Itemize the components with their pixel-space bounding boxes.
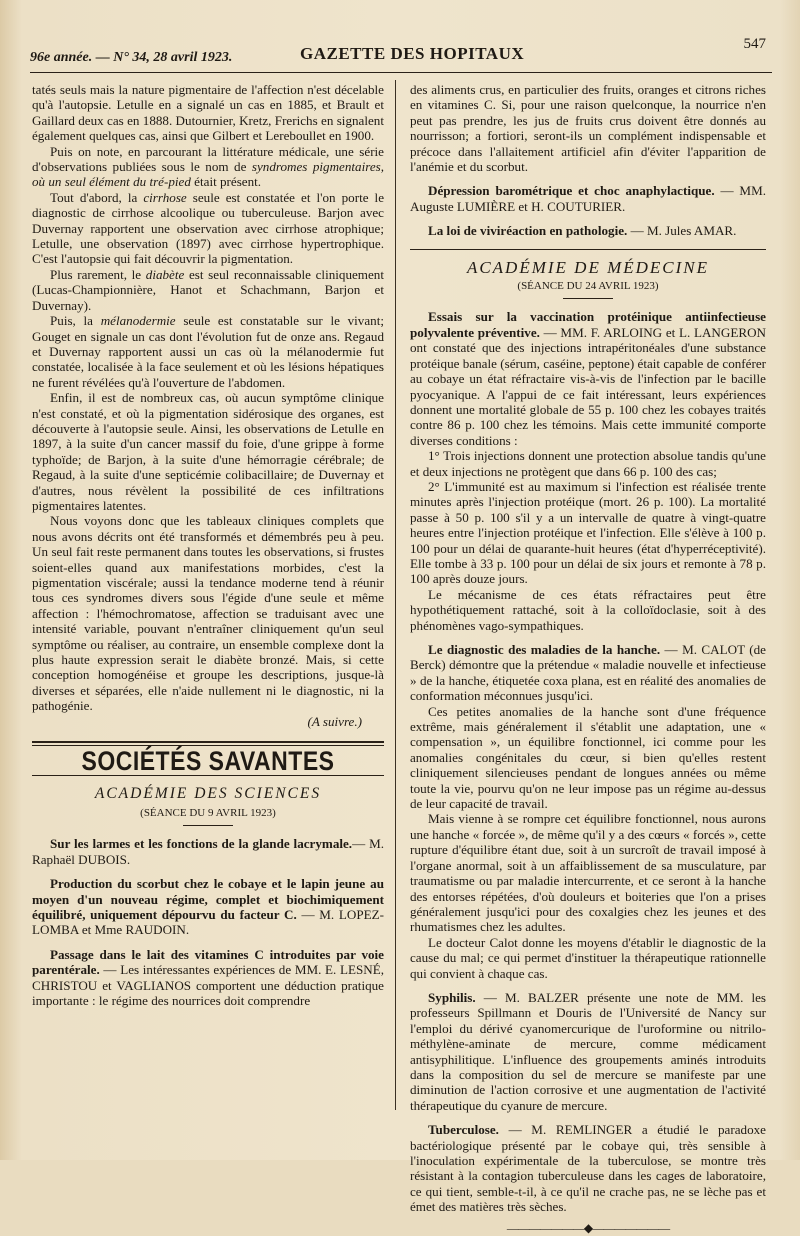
report-item: Passage dans le lait des vitamines C introduites par voie parentérale. — Les intéressantes expériences de MM. E. LESNÉ, CHRISTOU et VAGLIANOS comportent une déduction pratique importante : le régime des nourrices doit comprendre xyxy=(32,946,384,1008)
report-item: Dépression barométrique et choc anaphylactique. — MM. Auguste LUMIÈRE et H. COUTURIER. xyxy=(410,183,766,214)
end-ornament: ———————◆——————— xyxy=(506,1220,670,1235)
section-title: SOCIÉTÉS SAVANTES xyxy=(81,746,335,776)
short-rule xyxy=(183,825,233,826)
report-item: La loi de viviréaction en pathologie. — M. Jules AMAR. xyxy=(428,223,737,239)
report-item: Production du scorbut chez le cobaye et le lapin jeune au moyen d'un nouveau régime, complet et biochimiquement équilibré, uniquement dépourvu du facteur C. — M. LOPEZ-LOMBA et Mme RAUDOIN. xyxy=(32,876,384,938)
paragraph: Puis, la mélanodermie seule est constatable sur le vivant; Gouget en signale un cas dont l'évolution fut de onze ans. Regaud et Duvernay rapportent aussi un cas où la mélanodermie fut constatée, localisée à la face seulement et où les lésions hépatiques ne furent révélées qu'à l'ouverture de l'abdomen. xyxy=(32,313,384,390)
report-item: Syphilis. — M. BALZER présente une note de MM. les professeurs Spillmann et Douris de l'Université de Nancy sur l'emploi du dérivé cyanomercurique de l'uroformine ou nitrilo-méthylène-aminate de mercure, comme médicament antisyphilitique. L'influence des groupements aminés introduits dans la composition du sel de mercure se manifeste par une diminution de l'action corrosive et une augmentation de l'activité thérapeutique du cyanure de mercure. xyxy=(410,989,766,1113)
report-item: Le diagnostic des maladies de la hanche. — M. CALOT (de Berck) démontre que la prétendue « maladie nouvelle et infectieuse » de la hanche, étiquetée coxa plana, est en réalité des anomalies de conformation méconnues jusqu'ici. xyxy=(410,642,766,704)
session-date: (SÉANCE DU 24 AVRIL 1923) xyxy=(517,280,659,293)
report-item: Sur les larmes et les fonctions de la glande lacrymale.— M. Raphaël DUBOIS. xyxy=(32,836,384,867)
paragraph: 1° Trois injections donnent une protection absolue tandis qu'une et deux injections ne protègent que dans 66 p. 100 des cas; xyxy=(410,448,766,479)
section-rule xyxy=(410,249,766,250)
page-header xyxy=(30,36,772,73)
continued-note: (A suivre.) xyxy=(307,713,362,729)
paragraph: des aliments crus, en particulier des fruits, oranges et citrons riches en vitamines C. Si, pour une raison quelconque, la nourrice n'en peut pas prendre, les jus de fruits crus doivent être donnés au nourrisson; a fortiori, seront-ils un complément indispensable et précoce dans l'allaitement artificiel afin d'éviter l'apparition de l'anémie et du scorbut. xyxy=(410,82,766,175)
short-rule xyxy=(563,298,613,299)
right-column xyxy=(410,82,766,1236)
academy-title: ACADÉMIE DE MÉDECINE xyxy=(466,257,710,277)
paragraph: Plus rarement, le diabète est seul reconnaissable cliniquement (Lucas-Championnière, Hanot et Schachmann, Barjon et Duvernay). xyxy=(32,266,384,313)
session-date: (SÉANCE DU 9 AVRIL 1923) xyxy=(140,806,276,819)
report-item: Essais sur la vaccination protéinique antiinfectieuse polyvalente préventive. — MM. F. ARLOING et L. LANGERON ont constaté que des injections intrapéritonéales d'une substance protéique banale (sérum, caséine, peptone) était capable de conférer au cobaye un état réfractaire vis-à-vis de l'infection par le bacille pyocyanique. A l'appui de ce fait intéressant, leurs expériences donnent une mortalité globale de 55 p. 100 chez les cobayes traités contre 86 p. 100 chez les témoins. Mais cette immunité comporte diverses conditions : xyxy=(410,309,766,448)
paragraph: Mais vienne à se rompre cet équilibre fonctionnel, nous aurons une hanche « forcée », de même qu'il y a des cœurs « forcés », cette rupture d'équilibre étant due, soit à un surcroît de travail imposé à l'organe anormal, soit à un affaiblissement de sa musculature, par traumatisme ou par maladie intercurrente, et ce seront à la hanche des entorses répétées, d'où douleurs et boiteries que l'on a prises généralement jusqu'ici pour des coxalgies chez les jeunes et des rhumatismes chez les adultes. xyxy=(410,811,766,935)
report-item: Tuberculose. — M. REMLINGER a étudié le paradoxe bactériologique présenté par le cobaye qui, très sensible à l'inoculation expérimentale de la tuberculose, se montre très résistant à la contagion tuberculeuse dans les cages de laboratoire, ce qui tient, semble-t-il, à ce qu'il ne crache pas, ne se lèche pas et émet des matières très sèches. xyxy=(410,1122,766,1215)
column-divider xyxy=(395,80,396,1110)
paragraph: Le mécanisme de ces états réfractaires peut être hypothétiquement rattaché, soit à la colloïdoclasie, soit à des phénomènes vago-sympathiques. xyxy=(410,586,766,633)
paragraph: tatés seuls mais la nature pigmentaire de l'affection n'est décelable qu'à l'autopsie. Letulle en a signalé un cas en 1885, et Brault et Gaillard deux cas en 1888. Dutournier, Kretz, Frerichs en signalent également quelques cas, ainsi que Gilbert et Lereboullet en 1900. xyxy=(32,82,384,144)
page-number: 547 xyxy=(743,36,766,52)
paragraph: Puis on note, en parcourant la littérature médicale, une série d'observations publiées sous le nom de syndromes pigmentaires, où un seul élément du tré-pied était présent. xyxy=(32,143,384,190)
paragraph: Le docteur Calot donne les moyens d'établir le diagnostic de la cause du mal; ce qui permet d'instituer la thérapeutique rationnelle qui convient à chaque cas. xyxy=(410,934,766,981)
paragraph: Nous voyons donc que les tableaux cliniques complets que nous avons décrits ont été transformés et démembrés peu à peu. Un seul fait reste permanent dans toutes les observations, si frustes soient-elles quand aux manifestations morbides, c'est la pigmentation viscérale; aussi la tendance moderne tend à réunir tous ces syndromes divers sous l'égide d'une seule et même affection : l'hémochromatose, affection se traduisant avec une intensité variable, pouvant n'entraîner cliniquement qu'un seul symptôme ou réaliser, au contraire, un ensemble complexe dont la plus haute expression serait le diabète bronzé. Mais, si cette conception homogénéise et groupe les descriptions, jusque-là diverses et séparées, elle n'aide nullement ni le diagnostic, ni la pathogénie. xyxy=(32,513,384,714)
paragraph: Ces petites anomalies de la hanche sont d'une fréquence extrême, mais généralement il s'établit une adaptation, une « compensation », un équilibre fonctionnel, ici comme pour les anomalies congénitales du cœur, si bien qu'elles restent cliniquement silencieuses pendant de longues années ou même toute la vie, pourvu qu'on ne leur impose pas un régime au-dessus de leur capacité de travail. xyxy=(410,703,766,812)
academy-title: ACADÉMIE DES SCIENCES xyxy=(94,785,322,803)
journal-title: GAZETTE DES HOPITAUX xyxy=(300,44,525,63)
paragraph: 2° L'immunité est au maximum si l'infection est réalisée trente minutes après l'injection protéique (mort. 26 p. 100). La mortalité passe à 50 p. 100 s'il y a un intervalle de quatre à vingt-quatre heures entre l'injection protéique et l'infection. Elle s'élève à 100 p. 100 pour un délai de quarante-huit heures (état d'hyperréceptivité). Elle tombe à 33 p. 100 pour un délai de six jours et remonte à 78 p. 100 après douze jours. xyxy=(410,478,766,587)
left-column xyxy=(32,82,384,1008)
paragraph: Tout d'abord, la cirrhose seule est constatée et l'on porte le diagnostic de cirrhose alcoolique ou tuberculeuse. Barjon avec Duvernay rapportent une observation avec cirrhose atrophique; Letulle, une observation (1897) avec cirrhose hypertrophique. C'est l'autopsie qui fait découvrir la pigmentation. xyxy=(32,189,385,267)
paragraph: Enfin, il est de nombreux cas, où aucun symptôme clinique n'est constaté, et où la pigmentation sidérosique des organes, est découverte à l'autopsie seule. Ainsi, les observations de Letulle en 1897, à la suite d'un cancer massif du foie, d'une grippe à forme typhoïde; de Barjon, à la suite d'une hémorragie cérébrale; de Regaud, à la suite d'une septicémie colibacillaire; de Duvernay et d'autres, nous révèlent la possibilité de ces infiltrations pigmentaires latentes. xyxy=(32,390,384,513)
issue-line: 96e année. — N° 34, 28 avril 1923. xyxy=(30,50,233,65)
